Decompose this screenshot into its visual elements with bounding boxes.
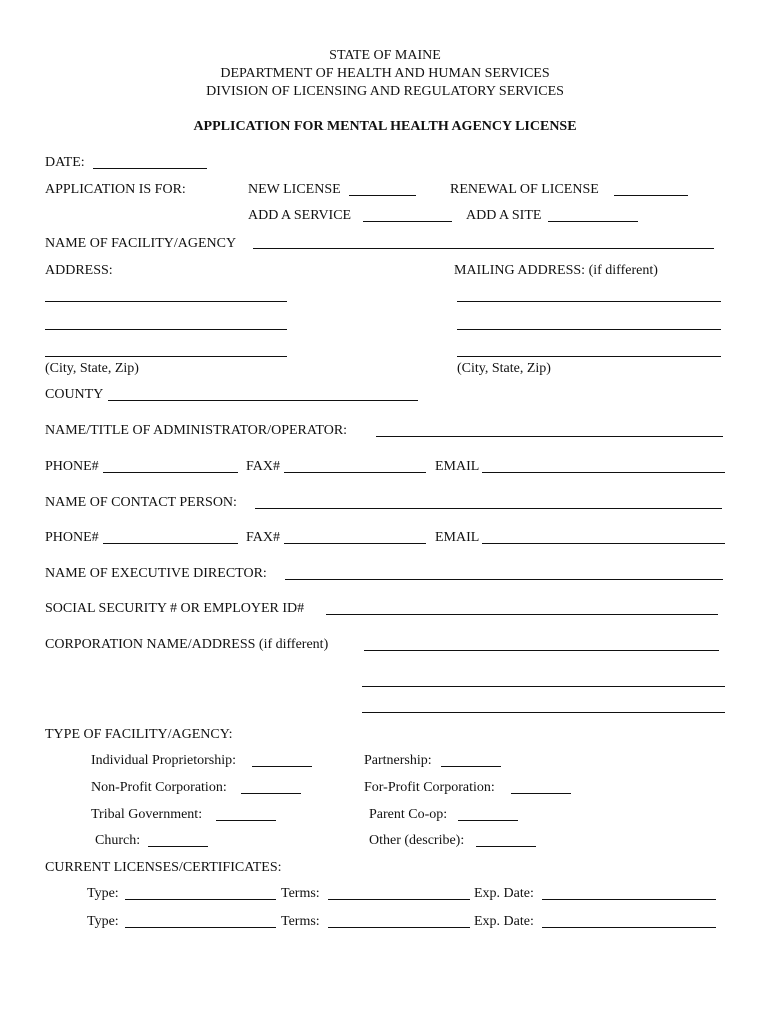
- division-heading: DIVISION OF LICENSING AND REGULATORY SERVICES: [206, 84, 564, 99]
- city-state-zip-label: (City, State, Zip): [45, 361, 139, 376]
- facility-name-label: NAME OF FACILITY/AGENCY: [45, 236, 237, 251]
- contact-email-label: EMAIL: [435, 530, 480, 545]
- administrator-label: NAME/TITLE OF ADMINISTRATOR/OPERATOR:: [45, 423, 348, 438]
- fax-label: FAX#: [246, 459, 280, 474]
- county-field[interactable]: [108, 400, 418, 401]
- department-heading: DEPARTMENT OF HEALTH AND HUMAN SERVICES: [220, 66, 550, 81]
- ssn-employer-label: SOCIAL SECURITY # OR EMPLOYER ID#: [45, 601, 305, 616]
- parent-coop-label: Parent Co-op:: [369, 807, 448, 822]
- license-terms-field-1[interactable]: [328, 899, 470, 900]
- license-type-field-1[interactable]: [125, 899, 276, 900]
- add-service-field[interactable]: [363, 221, 452, 222]
- license-terms-field-2[interactable]: [328, 927, 470, 928]
- license-terms-label-1: Terms:: [281, 886, 320, 901]
- license-exp-label-1: Exp. Date:: [474, 886, 534, 901]
- mailing-address-line-3[interactable]: [457, 356, 721, 357]
- email-field[interactable]: [482, 472, 725, 473]
- county-label: COUNTY: [45, 387, 104, 402]
- application-is-for-label: APPLICATION IS FOR:: [45, 182, 186, 197]
- church-label: Church:: [95, 833, 141, 848]
- state-heading: STATE OF MAINE: [329, 48, 441, 63]
- forprofit-field[interactable]: [511, 793, 571, 794]
- mailing-address-line-2[interactable]: [457, 329, 721, 330]
- contact-person-label: NAME OF CONTACT PERSON:: [45, 495, 237, 510]
- partnership-field[interactable]: [441, 766, 501, 767]
- facility-name-field[interactable]: [253, 248, 714, 249]
- executive-director-field[interactable]: [285, 579, 723, 580]
- phone-label: PHONE#: [45, 459, 99, 474]
- facility-type-heading: TYPE OF FACILITY/AGENCY:: [45, 727, 233, 742]
- date-field[interactable]: [93, 168, 207, 169]
- phone-field[interactable]: [103, 472, 238, 473]
- license-type-field-2[interactable]: [125, 927, 276, 928]
- tribal-field[interactable]: [216, 820, 276, 821]
- add-site-field[interactable]: [548, 221, 638, 222]
- contact-phone-field[interactable]: [103, 543, 238, 544]
- license-type-label-1: Type:: [87, 886, 119, 901]
- partnership-label: Partnership:: [364, 753, 432, 768]
- renewal-label: RENEWAL OF LICENSE: [450, 182, 599, 197]
- address-line-3[interactable]: [45, 356, 287, 357]
- license-exp-field-1[interactable]: [542, 899, 716, 900]
- license-exp-field-2[interactable]: [542, 927, 716, 928]
- individual-field[interactable]: [252, 766, 312, 767]
- executive-director-label: NAME OF EXECUTIVE DIRECTOR:: [45, 566, 267, 581]
- parent-coop-field[interactable]: [458, 820, 518, 821]
- date-label: DATE:: [45, 155, 85, 170]
- corporation-line-2[interactable]: [362, 686, 725, 687]
- ssn-employer-field[interactable]: [326, 614, 718, 615]
- contact-fax-label: FAX#: [246, 530, 280, 545]
- individual-label: Individual Proprietorship:: [91, 753, 237, 768]
- license-exp-label-2: Exp. Date:: [474, 914, 534, 929]
- renewal-field[interactable]: [614, 195, 688, 196]
- administrator-field[interactable]: [376, 436, 723, 437]
- corporation-label: CORPORATION NAME/ADDRESS (if different): [45, 637, 329, 652]
- corporation-line-1[interactable]: [364, 650, 719, 651]
- license-type-label-2: Type:: [87, 914, 119, 929]
- forprofit-label: For-Profit Corporation:: [364, 780, 495, 795]
- add-service-label: ADD A SERVICE: [248, 208, 352, 223]
- fax-field[interactable]: [284, 472, 426, 473]
- form-title: APPLICATION FOR MENTAL HEALTH AGENCY LICENSE: [193, 119, 577, 134]
- other-field[interactable]: [476, 846, 536, 847]
- contact-phone-label: PHONE#: [45, 530, 99, 545]
- new-license-field[interactable]: [349, 195, 416, 196]
- nonprofit-label: Non-Profit Corporation:: [91, 780, 227, 795]
- nonprofit-field[interactable]: [241, 793, 301, 794]
- mailing-city-state-zip-label: (City, State, Zip): [457, 361, 551, 376]
- license-terms-label-2: Terms:: [281, 914, 320, 929]
- church-field[interactable]: [148, 846, 208, 847]
- new-license-label: NEW LICENSE: [248, 182, 341, 197]
- mailing-address-line-1[interactable]: [457, 301, 721, 302]
- contact-email-field[interactable]: [482, 543, 725, 544]
- email-label: EMAIL: [435, 459, 480, 474]
- tribal-label: Tribal Government:: [91, 807, 203, 822]
- licenses-heading: CURRENT LICENSES/CERTIFICATES:: [45, 860, 282, 875]
- add-site-label: ADD A SITE: [466, 208, 542, 223]
- address-line-2[interactable]: [45, 329, 287, 330]
- mailing-address-label: MAILING ADDRESS: (if different): [454, 263, 658, 278]
- contact-fax-field[interactable]: [284, 543, 426, 544]
- contact-person-field[interactable]: [255, 508, 722, 509]
- address-line-1[interactable]: [45, 301, 287, 302]
- corporation-line-3[interactable]: [362, 712, 725, 713]
- other-label: Other (describe):: [369, 833, 465, 848]
- address-label: ADDRESS:: [45, 263, 113, 278]
